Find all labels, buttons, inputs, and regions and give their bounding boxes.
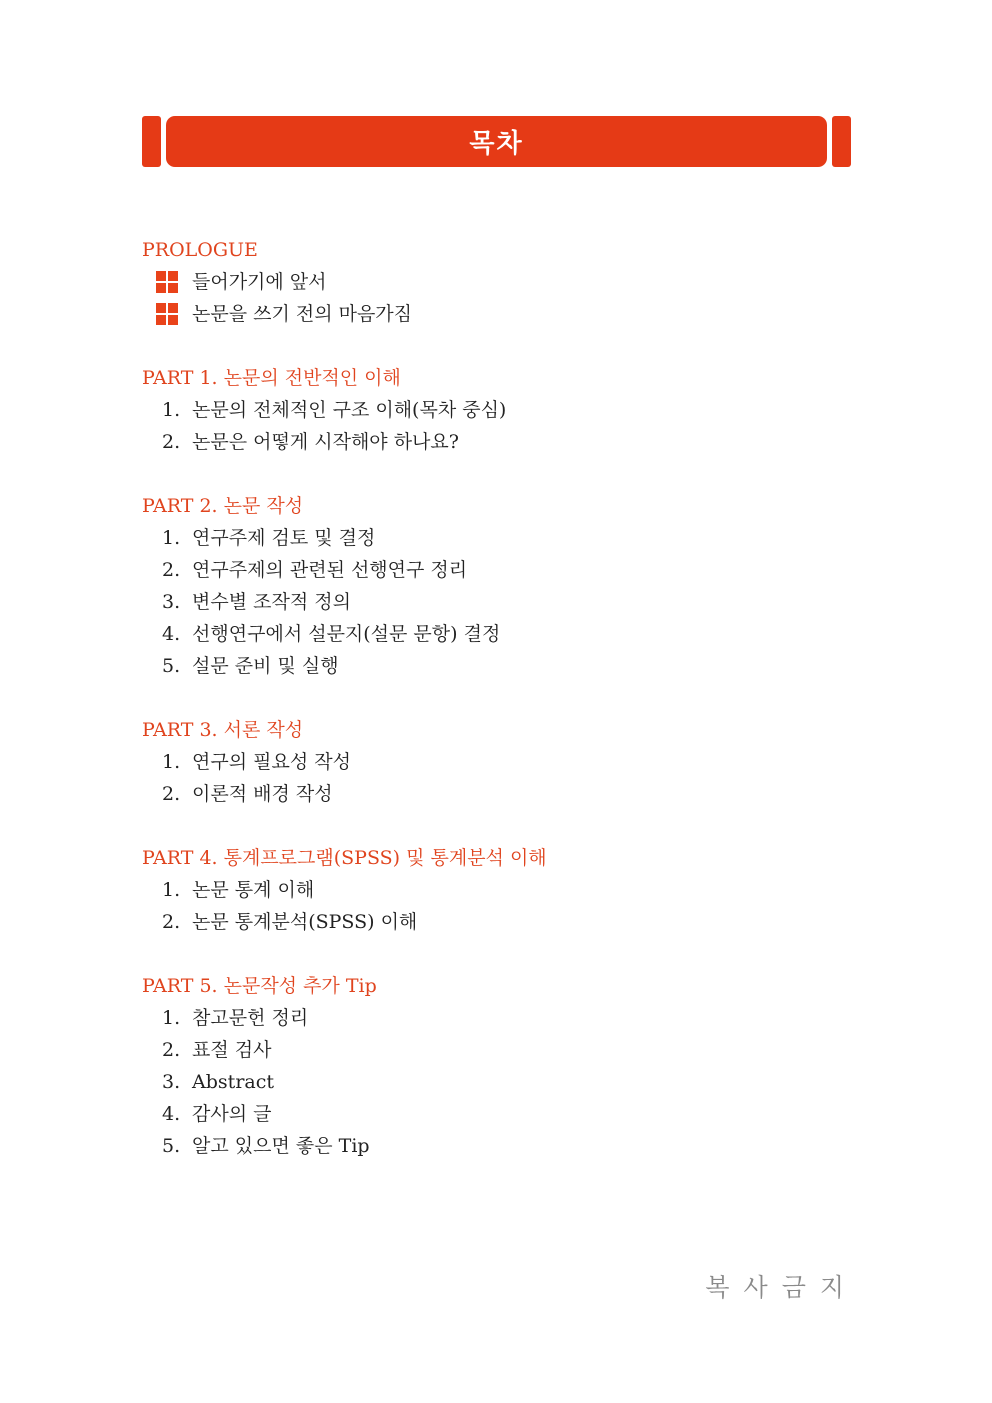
toc-title-banner (142, 116, 851, 167)
toc-item[interactable] (142, 1002, 842, 1034)
banner-right-cap (832, 116, 851, 167)
item-number: 5. (162, 1135, 181, 1157)
section-title: PART 3. 서론 작성 (142, 719, 304, 741)
toc-item[interactable] (142, 778, 842, 810)
item-number: 1. (162, 399, 181, 421)
section-part-4 (142, 842, 842, 938)
windows-grid-icon (156, 271, 178, 293)
table-of-contents (142, 234, 842, 1194)
banner-left-cap (142, 116, 161, 167)
toc-item[interactable] (142, 266, 842, 298)
toc-item[interactable] (142, 1130, 842, 1162)
item-number: 2. (162, 559, 181, 581)
toc-item-label: 참고문헌 정리 (192, 1007, 309, 1029)
toc-item[interactable] (142, 906, 842, 938)
item-number: 1. (162, 527, 181, 549)
section-title: PART 5. 논문작성 추가 Tip (142, 975, 377, 997)
item-number: 1. (162, 751, 181, 773)
toc-item[interactable] (142, 650, 842, 682)
section-prologue (142, 234, 842, 330)
toc-item[interactable] (142, 394, 842, 426)
section-part-1 (142, 362, 842, 458)
toc-item[interactable] (142, 1098, 842, 1130)
toc-item[interactable] (142, 618, 842, 650)
item-number: 2. (162, 783, 181, 805)
item-number: 1. (162, 879, 181, 901)
toc-item-label: Abstract (192, 1071, 275, 1093)
toc-item[interactable] (142, 746, 842, 778)
item-number: 2. (162, 1039, 181, 1061)
section-part-3 (142, 714, 842, 810)
toc-item[interactable] (142, 426, 842, 458)
item-number: 2. (162, 911, 181, 933)
banner-center (166, 116, 827, 167)
toc-item-label: 논문 통계분석(SPSS) 이해 (192, 911, 418, 933)
item-number: 3. (162, 1071, 181, 1093)
toc-item-label: 논문을 쓰기 전의 마음가짐 (192, 303, 413, 325)
toc-item[interactable] (142, 874, 842, 906)
toc-item[interactable] (142, 1066, 842, 1098)
page-title: 목차 (469, 129, 524, 159)
item-number: 5. (162, 655, 181, 677)
toc-item-label: 들어가기에 앞서 (192, 271, 327, 293)
toc-item-label: 논문 통계 이해 (192, 879, 315, 901)
section-part-5 (142, 970, 842, 1162)
section-title: PART 1. 논문의 전반적인 이해 (142, 367, 401, 389)
toc-item[interactable] (142, 522, 842, 554)
toc-item-label: 연구주제의 관련된 선행연구 정리 (192, 559, 468, 581)
toc-item-label: 연구주제 검토 및 결정 (192, 527, 376, 549)
toc-item-label: 논문은 어떻게 시작해야 하나요? (192, 431, 459, 453)
item-number: 4. (162, 1103, 181, 1125)
toc-item[interactable] (142, 298, 842, 330)
toc-item[interactable] (142, 586, 842, 618)
copy-prohibited-notice: 복사금지 (705, 1273, 858, 1302)
item-number: 3. (162, 591, 181, 613)
section-title: PART 4. 통계프로그램(SPSS) 및 통계분석 이해 (142, 847, 547, 869)
toc-item-label: 연구의 필요성 작성 (192, 751, 351, 773)
windows-grid-icon (156, 303, 178, 325)
item-number: 2. (162, 431, 181, 453)
toc-item[interactable] (142, 554, 842, 586)
section-title: PROLOGUE (142, 239, 258, 261)
toc-item-label: 선행연구에서 설문지(설문 문항) 결정 (192, 623, 501, 645)
toc-item[interactable] (142, 1034, 842, 1066)
toc-item-label: 변수별 조작적 정의 (192, 591, 351, 613)
toc-item-label: 감사의 글 (192, 1103, 272, 1125)
section-part-2 (142, 490, 842, 682)
toc-item-label: 이론적 배경 작성 (192, 783, 333, 805)
toc-item-label: 설문 준비 및 실행 (192, 655, 339, 677)
toc-item-label: 표절 검사 (192, 1039, 272, 1061)
item-number: 4. (162, 623, 181, 645)
toc-item-label: 논문의 전체적인 구조 이해(목차 중심) (192, 399, 507, 421)
section-title: PART 2. 논문 작성 (142, 495, 304, 517)
toc-item-label: 알고 있으면 좋은 Tip (192, 1135, 370, 1157)
item-number: 1. (162, 1007, 181, 1029)
